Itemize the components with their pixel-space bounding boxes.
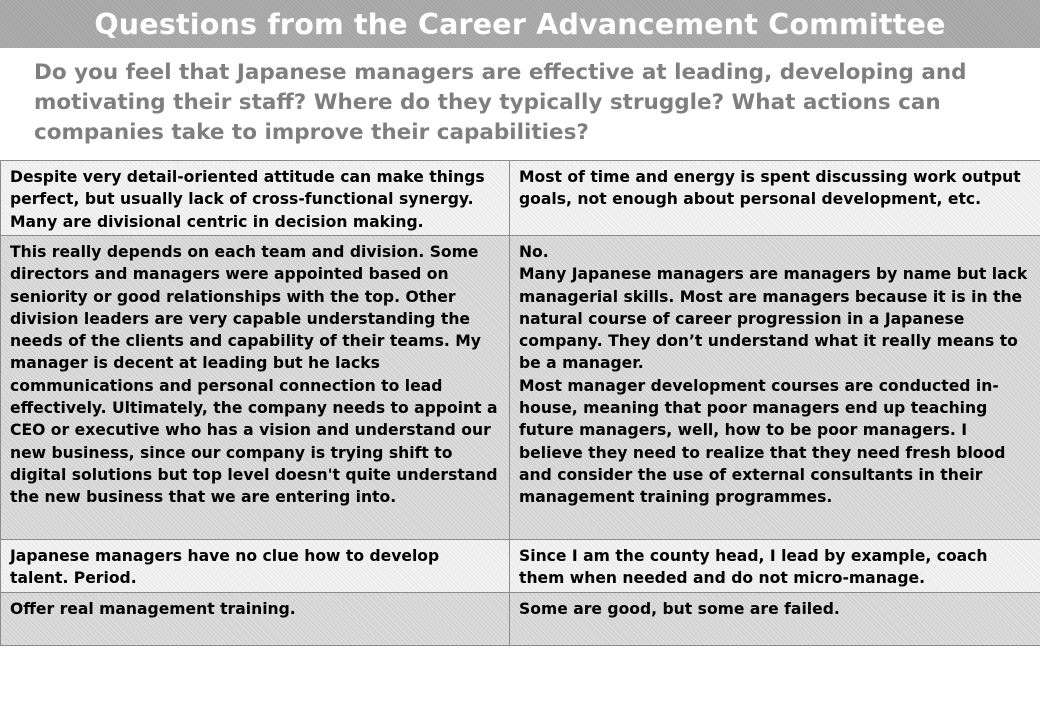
response-cell-right: Some are good, but some are failed. bbox=[510, 593, 1040, 646]
title-bar bbox=[0, 0, 1040, 48]
response-row bbox=[1, 161, 1040, 236]
response-cell-left: Despite very detail-oriented attitude can make things perfect, but usually lack of cross-functional synergy. Many are divisional centric in decision making. bbox=[1, 161, 510, 236]
response-cell-left: Japanese managers have no clue how to develop talent. Period. bbox=[1, 540, 510, 593]
response-cell-right: Since I am the county head, I lead by example, coach them when needed and do not micro-manage. bbox=[510, 540, 1040, 593]
response-cell-right: No. Many Japanese managers are managers by name but lack managerial skills. Most are managers because it is in the natural course of career progression in a Japanese company. They don’t understand what it really means to be a manager. Most manager development courses are conducted in-house, meaning that poor managers end up teaching future managers, well, how to be poor managers. I believe they need to realize that they need fresh blood and consider the use of external consultants in their management training programmes. bbox=[510, 236, 1040, 540]
response-row bbox=[1, 593, 1040, 646]
response-cell-right: Most of time and energy is spent discussing work output goals, not enough about personal development, etc. bbox=[510, 161, 1040, 236]
response-cell-left: This really depends on each team and division. Some directors and managers were appointed based on seniority or good relationships with the top. Other division leaders are very capable understanding the needs of the clients and capability of their teams. My manager is decent at leading but he lacks communications and personal connection to lead effectively. Ultimately, the company needs to appoint a CEO or executive who has a vision and understand our new business, since our company is trying shift to digital solutions but top level doesn't quite understand the new business that we are entering into. bbox=[1, 236, 510, 540]
slide-title: Questions from the Career Advancement Committee bbox=[94, 7, 946, 41]
response-row bbox=[1, 236, 1040, 540]
response-row bbox=[1, 540, 1040, 593]
question-text: Do you feel that Japanese managers are effective at leading, developing and motivating their staff? Where do they typically struggle? What actions can companies take to improve their capabilities? bbox=[34, 60, 967, 145]
responses-table bbox=[0, 160, 1040, 646]
response-cell-left: Offer real management training. bbox=[1, 593, 510, 646]
